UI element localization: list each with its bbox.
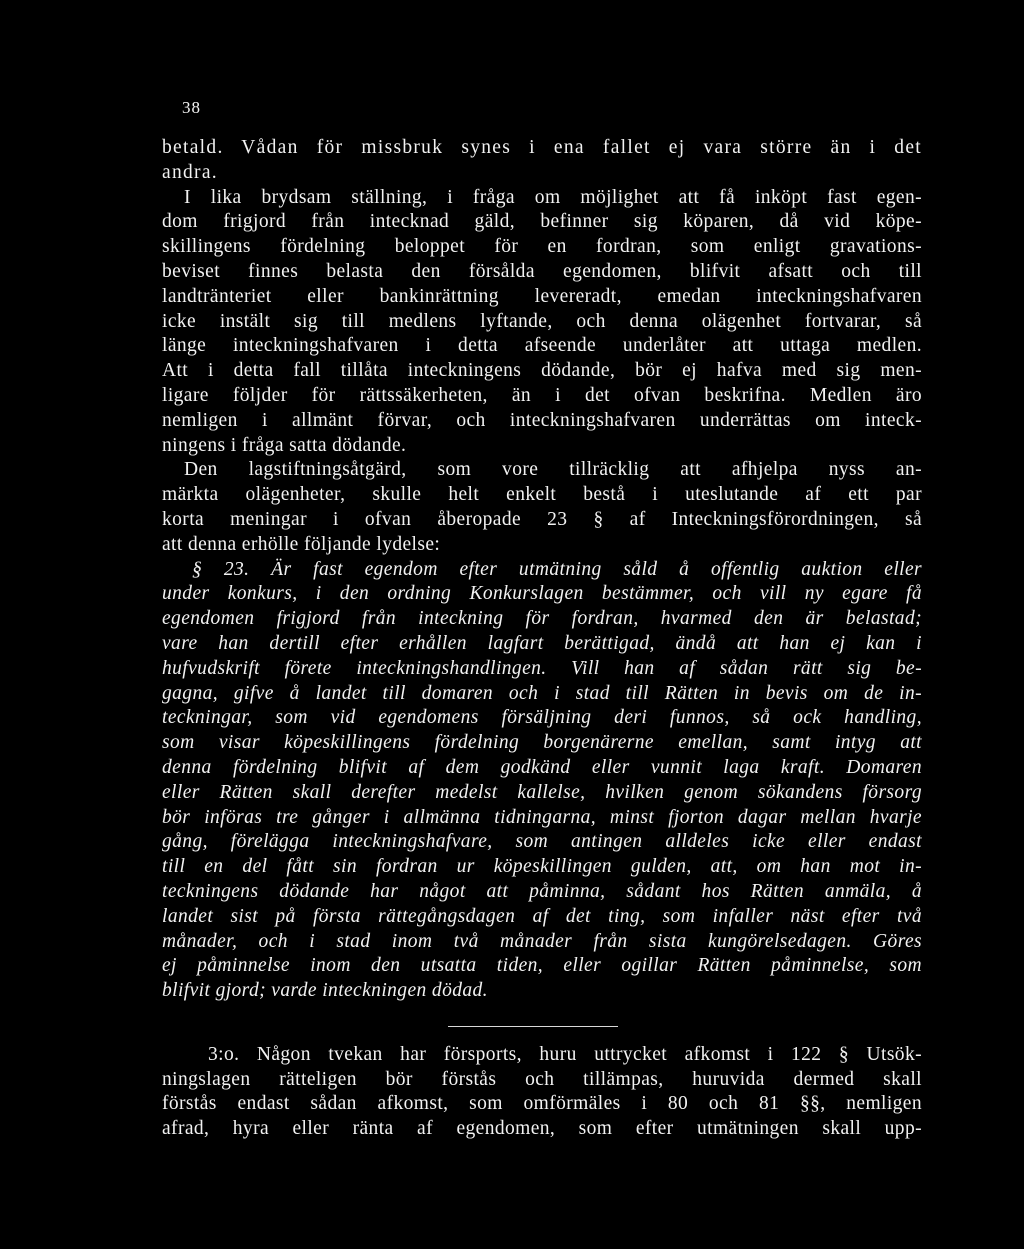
paragraph-1 xyxy=(162,136,922,186)
text-line: egendomen frigjord från inteckning för fordran, hvarmed den är belastad; xyxy=(162,608,922,630)
page-number: 38 xyxy=(182,98,201,117)
text-line: teckningar, som vid egendomens försäljning deri funnos, så ock handling, xyxy=(162,707,922,729)
text-line: icke instält sig till medlens lyftande, och denna olägenhet fortvarar, så xyxy=(162,310,922,332)
text-line: blifvit gjord; varde inteckningen dödad. xyxy=(162,980,488,1002)
document-page xyxy=(162,98,922,1142)
text-line: Att i detta fall tillåta inteckningens dödande, bör ej hafva med sig men- xyxy=(162,360,922,382)
text-line: bör införas tre gånger i allmänna tidningarna, minst fjorton dagar mellan hvarje xyxy=(162,806,922,828)
text-line: gång, förelägga inteckningshafvare, som antingen alldeles icke eller endast xyxy=(162,831,922,853)
text-line: 3:o. Någon tvekan har försports, huru uttrycket afkomst i 122 § Utsök- xyxy=(208,1043,922,1065)
text-line: skillingens fördelning beloppet för en fordran, som enligt gravations- xyxy=(162,236,922,258)
text-line: teckningens dödande har något att påminna, sådant hos Rätten anmäla, å xyxy=(162,880,922,902)
text-line: under konkurs, i den ordning Konkurslagen bestämmer, och vill ny egare få xyxy=(162,583,922,605)
text-line: hufvudskrift förete inteckningshandlingen. Vill han af sådan rätt sig be- xyxy=(162,657,922,679)
text-line: korta meningar i ofvan åberopade 23 § af Inteckningsförordningen, så xyxy=(162,508,922,530)
section-divider xyxy=(448,1026,618,1027)
text-line: landtränteriet eller bankinrättning levereradt, emedan inteckningshafvaren xyxy=(162,285,922,307)
text-line: andra. xyxy=(162,161,218,183)
paragraph-4 xyxy=(162,1043,922,1142)
text-line: nemligen i allmänt förvar, och inteckningshafvaren underrättas om inteck- xyxy=(162,409,922,431)
text-line: som visar köpeskillingens fördelning borgenärerne emellan, samt intyg att xyxy=(162,732,922,754)
paragraph-3 xyxy=(162,458,922,557)
text-line: ningens i fråga satta dödande. xyxy=(162,434,407,456)
text-line: månader, och i stad inom två månader från sista kungörelsedagen. Göres xyxy=(162,930,922,952)
text-line: att denna erhölle följande lydelse: xyxy=(162,533,441,555)
text-line: § 23. Är fast egendom efter utmätning såld å offentlig auktion eller xyxy=(192,558,922,580)
text-line: afrad, hyra eller ränta af egendomen, som efter utmätningen skall upp- xyxy=(162,1118,922,1140)
text-line: I lika brydsam ställning, i fråga om möjlighet att få inköpt fast egen- xyxy=(184,186,922,208)
text-line: gagna, gifve å landet till domaren och i stad till Rätten in bevis om de in- xyxy=(162,682,922,704)
text-line: denna fördelning blifvit af dem godkänd eller vunnit laga kraft. Domaren xyxy=(162,756,922,778)
text-line: till en del fått sin fordran ur köpeskillingen gulden, att, om han mot in- xyxy=(162,856,922,878)
text-line: ningslagen rätteligen bör förstås och tillämpas, huruvida dermed skall xyxy=(162,1068,922,1090)
text-line: beviset finnes belasta den försålda egendomen, blifvit afsatt och till xyxy=(162,260,922,282)
text-line: dom frigjord från intecknad gäld, befinner sig köparen, då vid köpe- xyxy=(162,211,922,233)
text-line: eller Rätten skall derefter medelst kallelse, hvilken genom sökandens försorg xyxy=(162,781,922,803)
text-line: vare han dertill efter erhållen lagfart berättigad, ändå att han ej kan i xyxy=(162,632,922,654)
quoted-statute xyxy=(162,558,922,1004)
text-line: landet sist på första rättegångsdagen af det ting, som infaller näst efter två xyxy=(162,905,922,927)
text-line: ligare följder för rättssäkerheten, än i det ofvan beskrifna. Medlen äro xyxy=(162,384,922,406)
text-line: länge inteckningshafvaren i detta afseende underlåter att uttaga medlen. xyxy=(162,335,922,357)
text-line: betald. Vådan för missbruk synes i ena fallet ej vara större än i det xyxy=(162,137,922,158)
text-line: märkta olägenheter, skulle helt enkelt bestå i uteslutande af ett par xyxy=(162,484,922,506)
paragraph-2 xyxy=(162,186,922,459)
text-line: förstås endast sådan afkomst, som omförmäles i 80 och 81 §§, nemligen xyxy=(162,1093,922,1115)
text-line: Den lagstiftningsåtgärd, som vore tillräcklig att afhjelpa nyss an- xyxy=(184,459,922,481)
text-line: ej påminnelse inom den utsatta tiden, eller ogillar Rätten påminnelse, som xyxy=(162,955,922,977)
